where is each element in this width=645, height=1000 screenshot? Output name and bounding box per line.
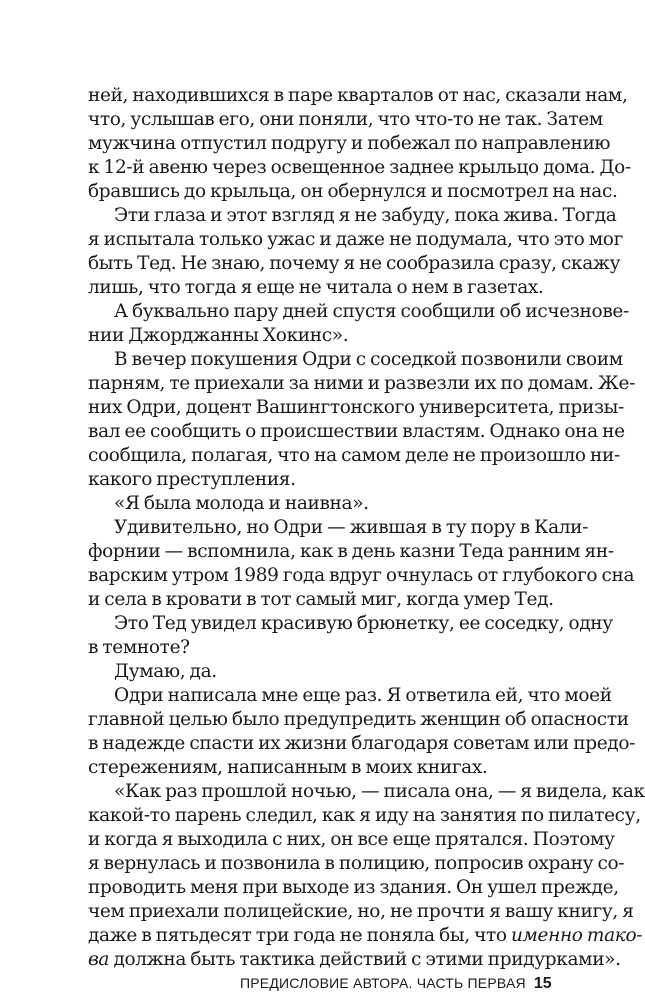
paragraph-first-line: Это Тед увидел красивую брюнетку, ее соседку, одну — [114, 613, 613, 634]
paragraph-first-line: Эти глаза и этот взгляд я не забуду, пока жива. Тогда — [114, 205, 617, 226]
text-line: какой-то парень следил, как я иду на занятия по пилатесу, — [88, 805, 641, 826]
section-caption: ПРЕДИСЛОВИЕ АВТОРА. ЧАСТЬ ПЕРВАЯ — [240, 975, 526, 991]
text-line: мужчина отпустил подругу и побежал по направлению — [88, 133, 611, 154]
text-line: главной целью было предупредить женщин об опасности — [88, 709, 629, 730]
text-line: в темноте? — [88, 637, 190, 658]
text-run: должна быть тактика действий с этими придурками». — [109, 949, 621, 970]
text-line: парням, те приехали за ними и развезли их по домам. Же- — [88, 373, 635, 394]
text-line: сообщила, полагая, что на самом деле не произошло ни- — [88, 445, 620, 466]
text-line: форнии — вспомнила, как в день казни Теда ранним ян- — [88, 541, 614, 562]
text-line: я вернулась и позвонила в полицию, попросив охрану со- — [88, 853, 625, 874]
page-number: 15 — [533, 975, 552, 992]
text-line: и когда я выходила с них, он все еще прятался. Поэтому — [88, 829, 615, 850]
paragraph-first-line: Одри написала мне еще раз. Я ответила ей, что моей — [114, 685, 612, 706]
text-line: варским утром 1989 года вдруг очнулась от глубокого сна — [88, 565, 635, 586]
text-line: быть Тед. Не знаю, почему я не сообразила сразу, скажу — [88, 253, 621, 274]
paragraph-first-line: Удивительно, но Одри — жившая в ту пору в Кали- — [114, 517, 589, 538]
text-line: ней, находившихся в паре кварталов от нас, сказали нам, — [88, 85, 628, 106]
paragraph-first-line: «Я была молода и наивна». — [114, 493, 369, 514]
text-line: проводить меня при выходе из здания. Он ушел прежде, — [88, 877, 619, 898]
text-line: нии Джорджанны Хокинс». — [88, 325, 349, 346]
paragraph-first-line: «Как раз прошлой ночью, — писала она, — я видела, как — [114, 781, 645, 802]
text-line — [88, 924, 643, 948]
text-line: лишь, что тогда я еще не читала о нем в газетах. — [88, 277, 544, 298]
text-run: даже в пятьдесят три года не поняла бы, что — [88, 925, 511, 946]
text-line — [88, 948, 621, 972]
italic-emphasis: именно тако- — [510, 925, 643, 946]
text-line: я испытала только ужас и даже не подумала, что это мог — [88, 229, 623, 250]
text-line: стережениям, написанным в моих книгах. — [88, 757, 488, 778]
paragraph-first-line: В вечер покушения Одри с соседкой позвонили своим — [114, 349, 623, 370]
italic-emphasis: ва — [88, 949, 110, 970]
running-footer — [240, 974, 552, 993]
text-line: бравшись до крыльца, он обернулся и посмотрел на нас. — [88, 181, 618, 202]
text-line: них Одри, доцент Вашингтонского университета, призы- — [88, 397, 624, 418]
text-line: к 12-й авеню через освещенное заднее крыльцо дома. До- — [88, 157, 631, 178]
text-line: в надежде спасти их жизни благодаря советам или предо- — [88, 733, 636, 754]
text-line: чем приехали полицейские, но, не прочти я вашу книгу, я — [88, 901, 634, 922]
text-line: какого преступления. — [88, 469, 296, 490]
paragraph-first-line: А буквально пару дней спустя сообщили об исчезнове- — [114, 301, 629, 322]
text-line: что, услышав его, они поняли, что что-то не так. Затем — [88, 109, 603, 130]
text-line: вал ее сообщить о происшествии властям. Однако она не — [88, 421, 625, 442]
text-line: и села в кровати в тот самый миг, когда умер Тед. — [88, 589, 554, 610]
paragraph-first-line: Думаю, да. — [114, 661, 217, 682]
